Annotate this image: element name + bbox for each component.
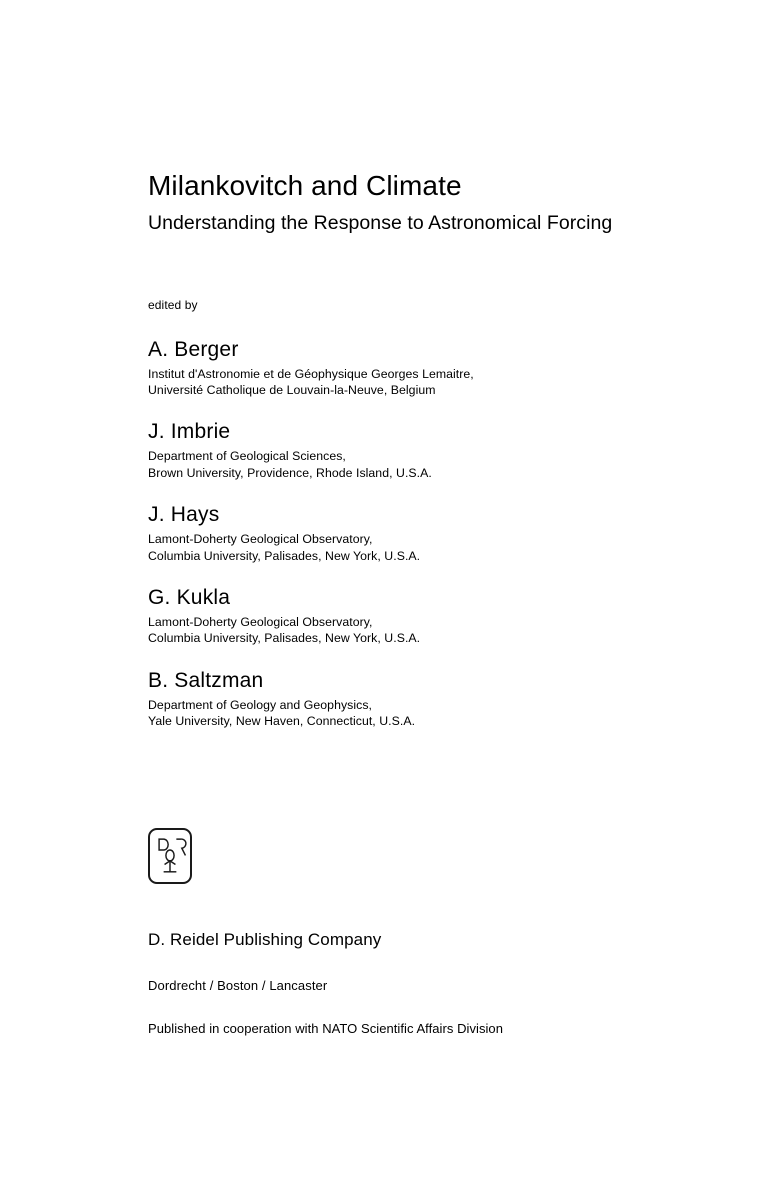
editor-entry bbox=[148, 420, 728, 481]
edited-by-label: edited by bbox=[148, 297, 198, 312]
editor-affiliation-line: Department of Geological Sciences, bbox=[148, 449, 346, 464]
editor-entry bbox=[148, 586, 728, 647]
editor-name: J. Imbrie bbox=[148, 420, 231, 444]
publisher-cities: Dordrecht / Boston / Lancaster bbox=[148, 978, 328, 993]
editor-name: B. Saltzman bbox=[148, 668, 264, 692]
editor-affiliation-line: Columbia University, Palisades, New York, U.S.A. bbox=[148, 631, 421, 646]
editor-affiliation-line: Brown University, Providence, Rhode Island, U.S.A. bbox=[148, 465, 432, 480]
editor-affiliation-line: Lamont-Doherty Geological Observatory, bbox=[148, 532, 373, 547]
editor-entry bbox=[148, 338, 728, 399]
title-block bbox=[148, 170, 728, 729]
editor-entry bbox=[148, 503, 728, 564]
editor-name: A. Berger bbox=[148, 337, 239, 361]
editor-affiliation-line: Yale University, New Haven, Connecticut, U.S.A. bbox=[148, 714, 416, 729]
editor-affiliation-line: Institut d'Astronomie et de Géophysique Georges Lemaitre, bbox=[148, 366, 474, 381]
reidel-publisher-logo-icon bbox=[148, 828, 192, 884]
editor-name: G. Kukla bbox=[148, 585, 231, 609]
publisher-name: D. Reidel Publishing Company bbox=[148, 930, 382, 949]
book-subtitle: Understanding the Response to Astronomical Forcing bbox=[148, 212, 613, 235]
editor-affiliation-line: Department of Geology and Geophysics, bbox=[148, 697, 372, 712]
editor-affiliation-line: Columbia University, Palisades, New York, U.S.A. bbox=[148, 548, 421, 563]
book-title: Milankovitch and Climate bbox=[148, 170, 462, 201]
editor-affiliation-line: Lamont-Doherty Geological Observatory, bbox=[148, 615, 373, 630]
publisher-note: Published in cooperation with NATO Scientific Affairs Division bbox=[148, 1021, 503, 1036]
editor-affiliation-line: Université Catholique de Louvain-la-Neuve, Belgium bbox=[148, 383, 436, 398]
editor-entry bbox=[148, 669, 728, 730]
editor-name: J. Hays bbox=[148, 503, 220, 527]
publisher-block bbox=[148, 828, 728, 1036]
